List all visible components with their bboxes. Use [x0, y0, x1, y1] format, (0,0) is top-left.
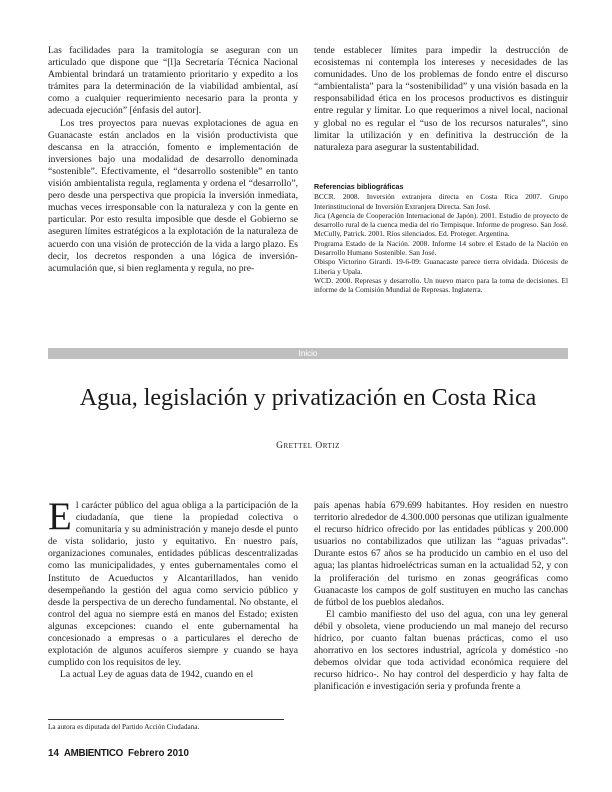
- drop-cap: E: [48, 495, 72, 538]
- page-footer: [48, 748, 189, 759]
- previous-article-left-column: [48, 45, 298, 275]
- footnote-divider: [48, 719, 284, 720]
- section-label: Inicio: [298, 349, 318, 358]
- issue-date: Febrero 2010: [127, 748, 189, 759]
- reference-item: McCully, Patrick. 2001. Ríos silenciados. Ed. Proteger. Argentina.: [314, 229, 510, 239]
- references-title: Referencias bibliográficas: [314, 182, 404, 191]
- reference-item: Obispo Victorino Girardi. 19-6-09: Guanacaste parece tierra olvidada. Diócesis de Liberia y Upala.: [314, 257, 568, 276]
- reference-item: WCD. 2000. Represas y desarrollo. Un nuevo marco para la toma de decisiones. El informe de la Comisión Mundial de Represas. Inglaterra.: [314, 275, 568, 295]
- section-divider-bar: [48, 348, 568, 359]
- reference-item: BCCR. 2008. Inversión extranjera directa en Costa Rica 2007. Grupo Interinstitucional de Inversión Extranjera Directa. San José.: [314, 192, 568, 211]
- references-block: [314, 182, 568, 295]
- reference-item: Jica (Agencia de Cooperación Internacional de Japón). 2001. Estudio de proyecto de desarrollo rural de la cuenca media del río Tempisque. Informe de progreso. San José.: [314, 210, 568, 230]
- paragraph-text: l carácter público del agua obliga a la participación de la ciudadanía, que tiene la propiedad colectiva o comunitaria y su administración y manejo desde el punto de vista solidario, justo y equitativo. En nuestro país, organizaciones comunales, entidades públicas descentralizadas como las municipalidades, y entes gubernamentales como el Instituto de Acueductos y Alcantarillados, han venido desempeñando la gestión del agua como servicio público y desde la perspectiva de un derecho fundamental. No obstante, el control del agua no siempre está en manos del Estado; existen algunas excepciones: cuando el ente gubernamental ha concesionado a empresas o a particulares el derecho de explotación de algunos acuíferos siempre y cuando se haya cumplido con los requisitos de ley.: [48, 500, 298, 669]
- article-author: Grettel Ortiz: [276, 441, 340, 451]
- paragraph: tende establecer límites para impedir la destrucción de ecosistemas ni contempla los intereses y necesidades de las comunidades. Uno de los problemas de fondo entre el discurso “ambientalista” para la “sostenibilidad” y una visión basada en la responsabilidad ética en los procesos productivos es distinguir entre regular y limitar. Lo que requerimos a nivel local, nacional y global no es regular el “uso de los recursos naturales”, sino limitar la utilización y en definitiva la destrucción de la naturaleza para asegurar la sustentabilidad.: [314, 45, 568, 153]
- paragraph: Los tres proyectos para nuevas explotaciones de agua en Guanacaste están anclados en la visión productivista que descansa en la atracción, fomento e implementación de inversiones bajo una modalidad de desarrollo denominada “sostenible”. Efectivamente, el “desarrollo sostenible” en tanto visión ambientalista regula, reglamenta y ordena el “desarrollo”, pero desde una perspectiva que propicia la inversión inmediata, muchas veces irresponsable con la naturaleza y con la gente en particular. Por esto resulta imposible que desde el Gobierno se aseguren límites estratégicos a la explotación de la naturaleza de acuerdo con una visión de protección de la vida a largo plazo. Es decir, los decretos responden a una lógica de inversión-acumulación que, si bien reglamenta y regula, no pre-: [48, 117, 298, 274]
- reference-item: Programa Estado de la Nación. 2008. Informe 14 sobre el Estado de la Nación en Desarrollo Humano Sostenible. San José.: [314, 238, 568, 258]
- paragraph: La actual Ley de aguas data de 1942, cuando en el: [60, 669, 254, 681]
- paragraph: El cambio manifiesto del uso del agua, con una ley general débil y obsoleta, viene produciendo un mal manejo del recurso hídrico, por cuanto faltan buenas prácticas, como el uso ahorrativo en los sectores industrial, agrícola y doméstico -no debemos olvidar que toda actividad económica requiere del recurso hídrico-. No hay control del desperdicio y hay falta de planificación e investigación seria y profunda frente a: [314, 608, 568, 693]
- paragraph: [48, 495, 298, 669]
- page-number: 14: [48, 748, 59, 759]
- article-title: Agua, legislación y privatización en Costa Rica: [79, 385, 537, 411]
- paragraph: país apenas había 679.699 habitantes. Hoy residen en nuestro territorio alrededor de 4.300.000 personas que utilizan igualmente el recurso hídrico ofrecido por las entidades públicas y 200.000 usuarios no contabilizados que utilizan las “aguas privadas”. Durante estos 67 años se ha producido un cambio en el uso del agua; las plantas hidroeléctricas suman en la actualidad 52, y con la proliferación del turismo en zonas geográficas como Guanacaste los campos de golf sustituyen en mucho las canchas de fútbol de los pueblos aledaños.: [314, 500, 568, 608]
- previous-article-right-column: [314, 45, 568, 154]
- article-right-column: [314, 500, 568, 694]
- paragraph: Las facilidades para la tramitología se aseguran con un articulado que dispone que “[l]a Secretaría Técnica Nacional Ambiental brindará un tratamiento prioritario y expedito a los trámites para la determinación de la viabilidad ambiental, así como a cualquier requerimiento necesario para la pronta y adecuada ejecución” [énfasis del autor].: [48, 45, 298, 117]
- footnote: La autora es diputada del Partido Acción Ciudadana.: [48, 723, 200, 731]
- magazine-logo: AMBIENTICO: [63, 748, 123, 759]
- article-left-column: [48, 495, 298, 681]
